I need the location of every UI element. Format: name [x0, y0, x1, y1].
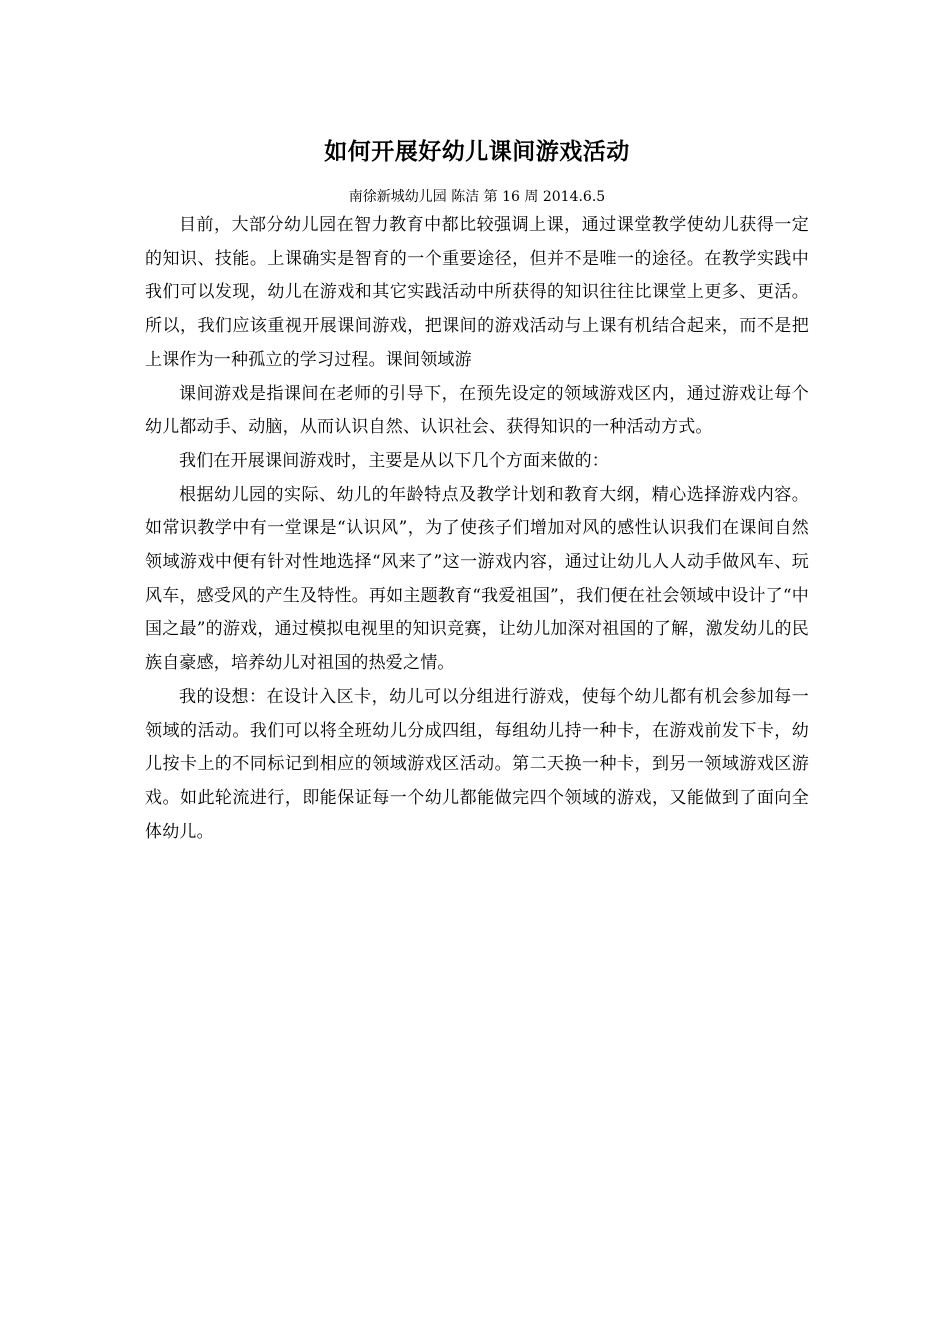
paragraph: 课间游戏是指课间在老师的引导下，在预先设定的领域游戏区内，通过游戏让每个幼儿都动手、动脑，从而认识自然、认识社会、获得知识的一种活动方式。	[145, 383, 809, 438]
paragraph: 目前，大部分幼儿园在智力教育中都比较强调上课，通过课堂教学使幼儿获得一定的知识、技能。上课确实是智育的一个重要途径，但并不是唯一的途径。在教学实践中我们可以发现，幼儿在游戏和其它实践活动中所获得的知识往往比课堂上更多、更活。所以，我们应该重视开展课间游戏，把课间的游戏活动与上课有机结合起来，而不是把上课作为一种孤立的学习过程。课间领域游	[145, 215, 809, 370]
paragraph: 我的设想：在设计入区卡，幼儿可以分组进行游戏，使每个幼儿都有机会参加每一领域的活动。我们可以将全班幼儿分成四组，每组幼儿持一种卡，在游戏前发下卡，幼儿按卡上的不同标记到相应的领域游戏区活动。第二天换一种卡，到另一领域游戏区游戏。如此轮流进行，即能保证每一个幼儿都能做完四个领域的游戏，又能做到了面向全体幼儿。	[145, 686, 809, 842]
document-title: 如何开展好幼儿课间游戏活动	[324, 139, 630, 165]
document-body	[145, 209, 809, 849]
document-byline: 南徐新城幼儿园 陈洁 第 16 周 2014.6.5	[348, 189, 606, 205]
document-content	[145, 128, 809, 849]
paragraph: 根据幼儿园的实际、幼儿的年龄特点及教学计划和教育大纲，精心选择游戏内容。如常识教学中有一堂课是“认识风”，为了使孩子们增加对风的感性认识我们在课间自然领域游戏中便有针对性地选择“风来了”这一游戏内容，通过让幼儿人人动手做风车、玩风车，感受风的产生及特性。再如主题教育“我爱祖国”，我们便在社会领域中设计了“中国之最”的游戏，通过模拟电视里的知识竞赛，让幼儿加深对祖国的了解，激发幼儿的民族自豪感，培养幼儿对祖国的热爱之情。	[145, 484, 809, 674]
paragraph: 我们在开展课间游戏时，主要是从以下几个方面来做的：	[179, 450, 609, 471]
